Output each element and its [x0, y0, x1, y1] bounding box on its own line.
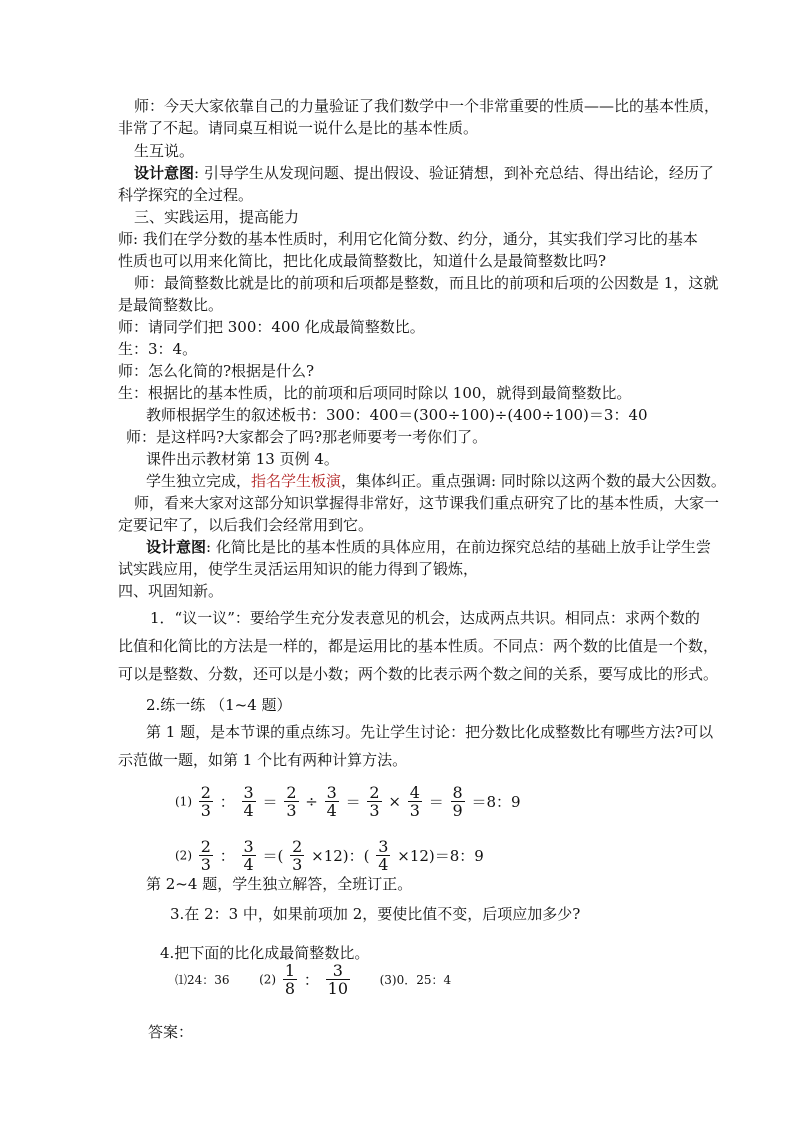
- divide-sign: ÷: [305, 792, 318, 811]
- section-4-title: 四、巩固知新。: [118, 582, 224, 600]
- s3-line-4: 是最简整数比。: [118, 296, 224, 314]
- design-intent-2-label: 设计意图: [146, 538, 207, 556]
- q4-item-c: (3)0．25：4: [379, 973, 452, 987]
- discuss-line-2: 比值和化简比的方法是一样的，都是运用比的基本性质。不同点：两个数的比值是一个数，: [118, 637, 719, 655]
- equals-sign: ＝: [262, 793, 278, 811]
- s3-line-12-a: 学生独立完成，: [146, 472, 252, 490]
- question-4-items: [175, 962, 451, 997]
- equals-sign: ＝: [345, 793, 361, 811]
- students-discuss: 生互说。: [134, 142, 195, 160]
- s3-line-6: 生：3：4。: [118, 340, 198, 358]
- fraction: $\frac{2}{3}$: [200, 837, 211, 874]
- question-4: 4.把下面的比化成最简整数比。: [160, 944, 370, 962]
- discuss-line-3: 可以是整数、分数，还可以是小数；两个数的比表示两个数之间的关系，要写成比的形式。: [118, 665, 719, 683]
- result: ＝8：9: [471, 793, 521, 811]
- fraction: $\frac{2}{3}$: [200, 783, 211, 820]
- s3-line-13: 师，看来大家对这部分知识掌握得非常好，这节课我们重点研究了比的基本性质，大家一: [134, 494, 720, 512]
- method-1-label: (1): [175, 794, 192, 809]
- ratio-colon: ：: [219, 793, 235, 811]
- s3-line-8: 生：根据比的基本性质，比的前项和后项同时除以 100，就得到最简整数比。: [118, 384, 632, 402]
- exercise-title: 2.练一练 （1~4 题）: [146, 696, 292, 714]
- multiply-12-mid: ×12)：(: [311, 847, 370, 865]
- design-intent-1-cont: 科学探究的全过程。: [118, 186, 254, 204]
- fraction: $\frac{3}{4}$: [243, 783, 254, 820]
- fraction: $\frac{2}{3}$: [292, 837, 303, 874]
- s3-line-12-c: ，集体纠正。重点强调: 同时除以这两个数的最大公因数。: [341, 472, 726, 490]
- section-3-title: 三、实践运用，提高能力: [134, 208, 300, 226]
- ratio-colon: ：: [219, 847, 235, 865]
- multiply-sign: ×: [388, 792, 401, 811]
- q4-item-b-label: (2): [259, 972, 277, 987]
- fraction: $\frac{3}{4}$: [378, 837, 389, 874]
- design-intent-1: [134, 163, 714, 183]
- s3-line-5: 师：请同学们把 300：400 化成最简整数比。: [118, 318, 425, 336]
- q4-item-a: ⑴24：36: [175, 973, 230, 987]
- fraction: $\frac{4}{3}$: [409, 783, 420, 820]
- question-3: 3.在 2：3 中，如果前项加 2，要使比值不变，后项应加多少?: [170, 905, 581, 923]
- s3-textbook-example: 课件出示教材第 13 页例 4。: [146, 450, 339, 468]
- teacher-line-1-cont: 非常了不起。请同桌互相说一说什么是比的基本性质。: [118, 119, 479, 137]
- design-intent-text: : 引导学生从发现问题、提出假设、验证猜想，到补充总结、得出结论，经历了: [194, 164, 714, 182]
- answer-label: 答案：: [148, 1023, 194, 1041]
- s3-board-writing: 教师根据学生的叙述板书：300：400＝(300÷100)÷(400÷100)＝3：40: [146, 406, 648, 424]
- exercise-line-1: 第 1 题，是本节课的重点练习。先让学生讨论：把分数比化成整数比有哪些方法?可以: [146, 723, 714, 741]
- discuss-line-1: 1．“议一议”：要给学生充分发表意见的机会，达成两点共识。相同点：求两个数的: [150, 609, 700, 627]
- equals-paren: ＝(: [262, 847, 284, 865]
- highlight-board-demo: 指名学生板演: [251, 472, 342, 490]
- fraction: $\frac{2}{3}$: [286, 783, 297, 820]
- math-method-2: [175, 838, 484, 873]
- remaining-exercises: 第 2~4 题，学生独立解答，全班订正。: [146, 875, 413, 893]
- design-intent-label: 设计意图: [134, 164, 195, 182]
- result: ×12)＝8：9: [397, 847, 484, 865]
- s3-line-14: 定要记牢了，以后我们会经常用到它。: [118, 516, 374, 534]
- s3-line-12: [146, 471, 726, 491]
- math-method-1: [175, 784, 521, 819]
- s3-line-1: 师: 我们在学分数的基本性质时，利用它化简分数、约分，通分，其实我们学习比的基本: [118, 230, 698, 248]
- s3-line-2: 性质也可以用来化简比，把比化成最简整数比，知道什么是最简整数比吗?: [118, 252, 607, 270]
- fraction: $\frac{3}{4}$: [326, 783, 337, 820]
- s3-line-7: 师：怎么化简的?根据是什么?: [118, 362, 315, 380]
- ratio-colon: ：: [303, 971, 319, 989]
- fraction: $\frac{8}{9}$: [452, 783, 463, 820]
- fraction: $\frac{3}{4}$: [243, 837, 254, 874]
- teacher-line-1: 师：今天大家依靠自己的力量验证了我们数学中一个非常重要的性质——比的基本性质，: [134, 97, 720, 115]
- s3-line-10: 师：是这样吗?大家都会了吗?那老师要考一考你们了。: [126, 428, 488, 446]
- fraction: $\frac{1}{8}$: [284, 961, 296, 998]
- design-intent-2: [146, 537, 711, 557]
- fraction: $\frac{2}{3}$: [369, 783, 380, 820]
- fraction: $\frac{3}{10}$: [327, 961, 349, 998]
- design-intent-2-cont: 试实践应用，使学生灵活运用知识的能力得到了锻炼，: [118, 560, 479, 578]
- method-2-label: (2): [175, 848, 192, 863]
- design-intent-2-text: : 化简比是比的基本性质的具体应用，在前边探究总结的基础上放手让学生尝: [206, 538, 711, 556]
- equals-sign: ＝: [428, 793, 444, 811]
- s3-line-3: 师：最简整数比就是比的前项和后项都是整数，而且比的前项和后项的公因数是 1，这就: [134, 274, 719, 292]
- exercise-line-2: 示范做一题，如第 1 个比有两种计算方法。: [118, 751, 408, 769]
